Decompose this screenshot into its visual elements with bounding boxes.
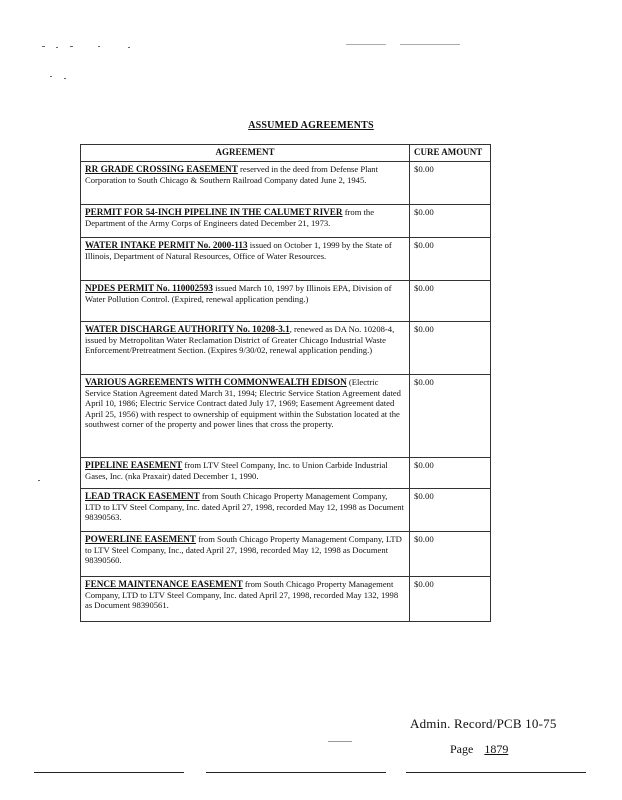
agreement-detail: from the Department of the Army Corps of Engineers dated December 21, 1973. xyxy=(85,206,375,228)
agreement-name: WATER INTAKE PERMIT No. 2000-113 xyxy=(85,239,248,250)
agreement-name: RR GRADE CROSSING EASEMENT xyxy=(85,163,238,174)
table-row xyxy=(81,576,491,621)
scan-speck xyxy=(50,76,52,77)
scan-speck xyxy=(400,44,460,45)
scan-speck xyxy=(42,46,45,47)
table-row xyxy=(81,457,491,488)
footer-rule xyxy=(34,772,184,773)
agreement-name: PIPELINE EASEMENT xyxy=(85,459,183,470)
agreement-name: POWERLINE EASEMENT xyxy=(85,533,197,544)
scan-speck xyxy=(70,46,73,47)
agreement-detail: , renewed as DA No. 10208-4, issued by Metropolitan Water Reclamation District of Greater Chicago Industrial Waste Enforcement/Pretreatment Section. (Expires 9/30/02, renewal application pending.) xyxy=(85,323,395,356)
agreement-name: PERMIT FOR 54-INCH PIPELINE IN THE CALUMET RIVER xyxy=(85,206,343,217)
cure-amount-cell: $0.00 xyxy=(410,237,491,280)
agreement-detail: issued on October 1, 1999 by the State of Illinois, Department of Natural Resources, Office of Water Resources. xyxy=(85,239,392,261)
agreement-cell xyxy=(81,374,410,457)
scan-speck xyxy=(98,46,100,47)
cure-amount-cell: $0.00 xyxy=(410,374,491,457)
table-header-row xyxy=(81,145,491,162)
agreement-cell xyxy=(81,204,410,237)
agreements-table xyxy=(80,144,491,622)
agreement-detail: from South Chicago Property Management Company, LTD to LTV Steel Company, Inc. dated April 27, 1998, recorded May 12, 1998 as Document 98390563. xyxy=(85,490,404,523)
table-row xyxy=(81,161,491,204)
table-row xyxy=(81,374,491,457)
agreement-cell xyxy=(81,237,410,280)
scan-speck xyxy=(328,741,352,742)
agreement-detail: reserved in the deed from Defense Plant Corporation to South Chicago & Southern Railroad Company dated June 2, 1945. xyxy=(85,163,378,185)
agreement-cell xyxy=(81,576,410,621)
document-title: ASSUMED AGREEMENTS xyxy=(248,120,374,131)
scan-speck xyxy=(56,47,58,48)
table-row xyxy=(81,321,491,374)
agreement-name: LEAD TRACK EASEMENT xyxy=(85,490,200,501)
scan-speck xyxy=(38,480,40,481)
agreement-cell xyxy=(81,321,410,374)
scan-speck xyxy=(128,47,130,48)
cure-amount-cell: $0.00 xyxy=(410,457,491,488)
cure-amount-cell: $0.00 xyxy=(410,204,491,237)
page-stamp xyxy=(450,742,508,757)
agreement-name: WATER DISCHARGE AUTHORITY No. 10208-3.1 xyxy=(85,323,290,334)
agreement-cell xyxy=(81,280,410,321)
table-row xyxy=(81,237,491,280)
agreement-name: NPDES PERMIT No. 110002593 xyxy=(85,282,213,293)
agreement-detail: from LTV Steel Company, Inc. to Union Carbide Industrial Gases, Inc. (nka Praxair) dated December 1, 1990. xyxy=(85,459,388,481)
table-row xyxy=(81,204,491,237)
cure-amount-cell: $0.00 xyxy=(410,280,491,321)
agreement-detail: from South Chicago Property Management Company, LTD to LTV Steel Company, Inc., dated April 27, 1998, recorded May 12, 1998 as Document 98390560. xyxy=(85,533,402,566)
agreement-detail: from South Chicago Property Management Company, LTD to LTV Steel Company, Inc. dated April 27, 1998, recorded May 132, 1998 as Document 98390561. xyxy=(85,578,399,611)
cure-amount-cell: $0.00 xyxy=(410,531,491,576)
agreement-name: FENCE MAINTENANCE EASEMENT xyxy=(85,578,243,589)
agreement-column-header: AGREEMENT xyxy=(81,145,410,162)
agreement-detail: issued March 10, 1997 by Illinois EPA, Division of Water Pollution Control. (Expired, renewal application pending.) xyxy=(85,282,392,304)
cure-amount-cell: $0.00 xyxy=(410,576,491,621)
table-row xyxy=(81,280,491,321)
scan-speck xyxy=(64,78,66,79)
table-row xyxy=(81,531,491,576)
cure-amount-column-header: CURE AMOUNT xyxy=(410,145,491,162)
agreement-cell xyxy=(81,531,410,576)
footer-rule xyxy=(406,772,586,773)
cure-amount-cell: $0.00 xyxy=(410,321,491,374)
footer-rule xyxy=(206,772,386,773)
agreement-detail: (Electric Service Station Agreement dated March 31, 1994; Electric Service Station Agreement dated April 10, 1986; Electric Service Contract dated July 17, 1969; Easement Agreement dated April 25, 1956) with respect to ownership of equipment within the Substation located at the southwest corner of the property and power lines that cross the property. xyxy=(85,376,401,430)
agreement-name: VARIOUS AGREEMENTS WITH COMMONWEALTH EDISON xyxy=(85,376,347,387)
agreement-cell xyxy=(81,161,410,204)
cure-amount-cell: $0.00 xyxy=(410,161,491,204)
admin-record-stamp: Admin. Record/PCB 10-75 xyxy=(410,716,557,731)
page-number: 1879 xyxy=(484,742,509,756)
cure-amount-cell: $0.00 xyxy=(410,488,491,531)
scan-speck xyxy=(346,44,386,45)
page-label: Page xyxy=(450,742,474,756)
table-row xyxy=(81,488,491,531)
agreement-cell xyxy=(81,457,410,488)
agreement-cell xyxy=(81,488,410,531)
